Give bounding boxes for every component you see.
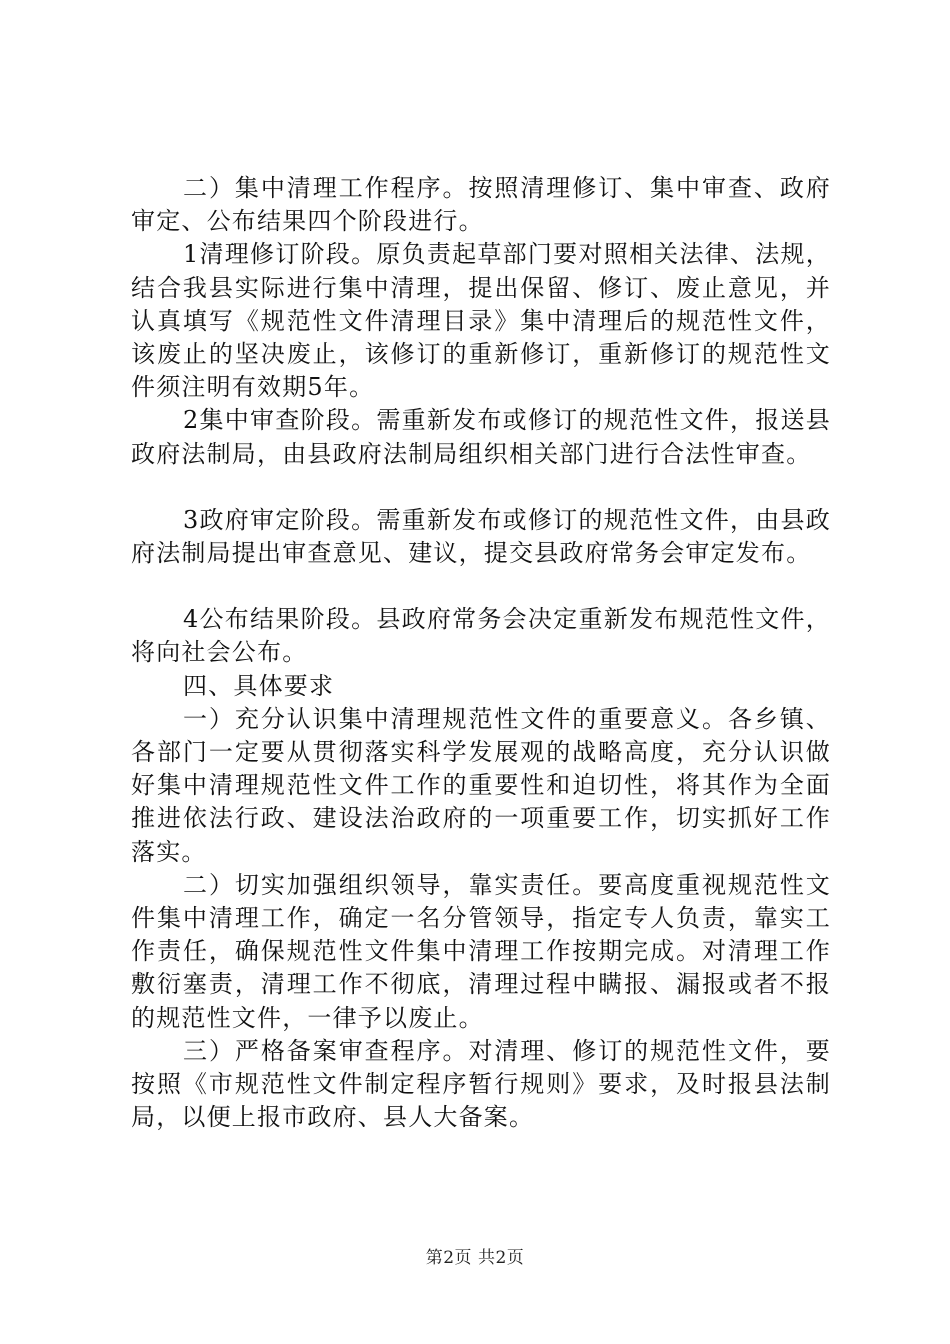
paragraph-stage-review: 2集中审查阶段。需重新发布或修订的规范性文件，报送县政府法制局，由县政府法制局组织相关部门进行合法性审查。 (131, 406, 831, 468)
paragraph-procedure: 二）集中清理工作程序。按照清理修订、集中审查、政府审定、公布结果四个阶段进行。 (131, 174, 831, 236)
paragraph-requirement-leadership: 二）切实加强组织领导，靠实责任。要高度重视规范性文件集中清理工作，确定一名分管领导，指定专人负责，靠实工作责任，确保规范性文件集中清理工作按期完成。对清理工作敷衍塞责，清理工作不彻底，清理过程中瞒报、漏报或者不报的规范性文件，一律予以废止。 (131, 870, 831, 1032)
page-footer: 第2页 共2页 (425, 1248, 525, 1268)
paragraph-requirement-filing: 三）严格备案审查程序。对清理、修订的规范性文件，要按照《市规范性文件制定程序暂行规则》要求，及时报县法制局，以便上报市政府、县人大备案。 (131, 1036, 831, 1132)
paragraph-stage-approval: 3政府审定阶段。需重新发布或修订的规范性文件，由县政府法制局提出审查意见、建议，提交县政府常务会审定发布。 (131, 505, 831, 568)
paragraph-stage-publish: 4公布结果阶段。县政府常务会决定重新发布规范性文件，将向社会公布。 (131, 605, 831, 667)
paragraph-requirement-significance: 一）充分认识集中清理规范性文件的重要意义。各乡镇、各部门一定要从贯彻落实科学发展观的战略高度，充分认识做好集中清理规范性文件工作的重要性和迫切性，将其作为全面推进依法行政、建设法治政府的一项重要工作，切实抓好工作落实。 (131, 704, 831, 866)
section-heading-requirements: 四、具体要求 (183, 671, 335, 700)
paragraph-stage-revision: 1清理修订阶段。原负责起草部门要对照相关法律、法规，结合我县实际进行集中清理，提出保留、修订、废止意见，并认真填写《规范性文件清理目录》集中清理后的规范性文件，该废止的坚决废止，该修订的重新修订，重新修订的规范性文件须注明有效期5年。 (131, 240, 831, 402)
document-body (131, 172, 831, 1134)
